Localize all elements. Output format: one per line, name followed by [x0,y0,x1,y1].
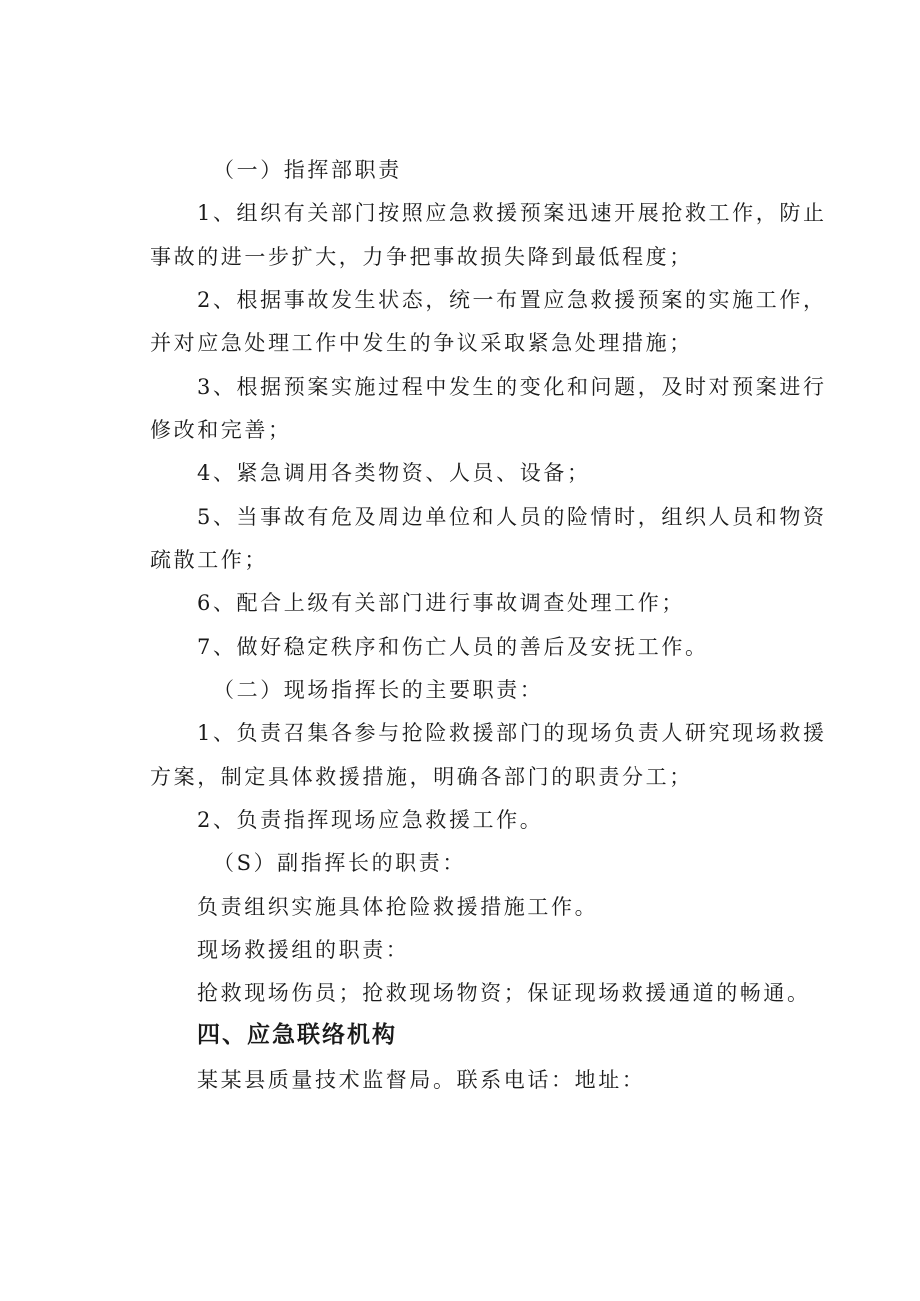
paragraph-line: 6、配合上级有关部门进行事故调查处理工作； [197,591,685,615]
paragraph-line: 负责组织实施具体抢险救援措施工作。 [197,895,599,919]
subheading-deputy-commander-duties: （S）副指挥长的职责： [213,851,466,875]
paragraph-line: 方案，制定具体救援措施，明确各部门的职责分工； [150,765,693,789]
paragraph-line: 7、做好稳定秩序和伤亡人员的善后及安抚工作。 [197,635,709,659]
paragraph-line: 现场救援组的职责： [197,938,410,962]
subheading-command-duties: （一）指挥部职责 [213,158,402,182]
paragraph-line: 2、根据事故发生状态，统一布置应急救援预案的实施工作， [197,288,827,312]
paragraph-line: 2、负责指挥现场应急救援工作。 [197,808,544,832]
paragraph-line: 某某县质量技术监督局。联系电话：地址： [197,1068,646,1092]
paragraph-line: 事故的进一步扩大，力争把事故损失降到最低程度； [150,245,693,269]
section-heading-emergency-contact: 四、应急联络机构 [197,1022,397,1048]
paragraph-line: 并对应急处理工作中发生的争议采取紧急处理措施； [150,331,693,355]
paragraph-line: 抢救现场伤员；抢救现场物资；保证现场救援通道的畅通。 [197,981,811,1005]
paragraph-line: 1、组织有关部门按照应急救援预案迅速开展抢救工作，防止 [197,201,827,225]
paragraph-line: 3、根据预案实施过程中发生的变化和问题，及时对预案进行 [197,375,827,399]
paragraph-line: 疏散工作； [150,548,268,572]
paragraph-line: 4、紧急调用各类物资、人员、设备； [197,461,591,485]
paragraph-line: 修改和完善； [150,418,292,442]
subheading-site-commander-duties: （二）现场指挥长的主要职责： [213,678,544,702]
paragraph-line: 5、当事故有危及周边单位和人员的险情时，组织人员和物资 [197,505,827,529]
paragraph-line: 1、负责召集各参与抢险救援部门的现场负责人研究现场救援 [197,721,827,745]
